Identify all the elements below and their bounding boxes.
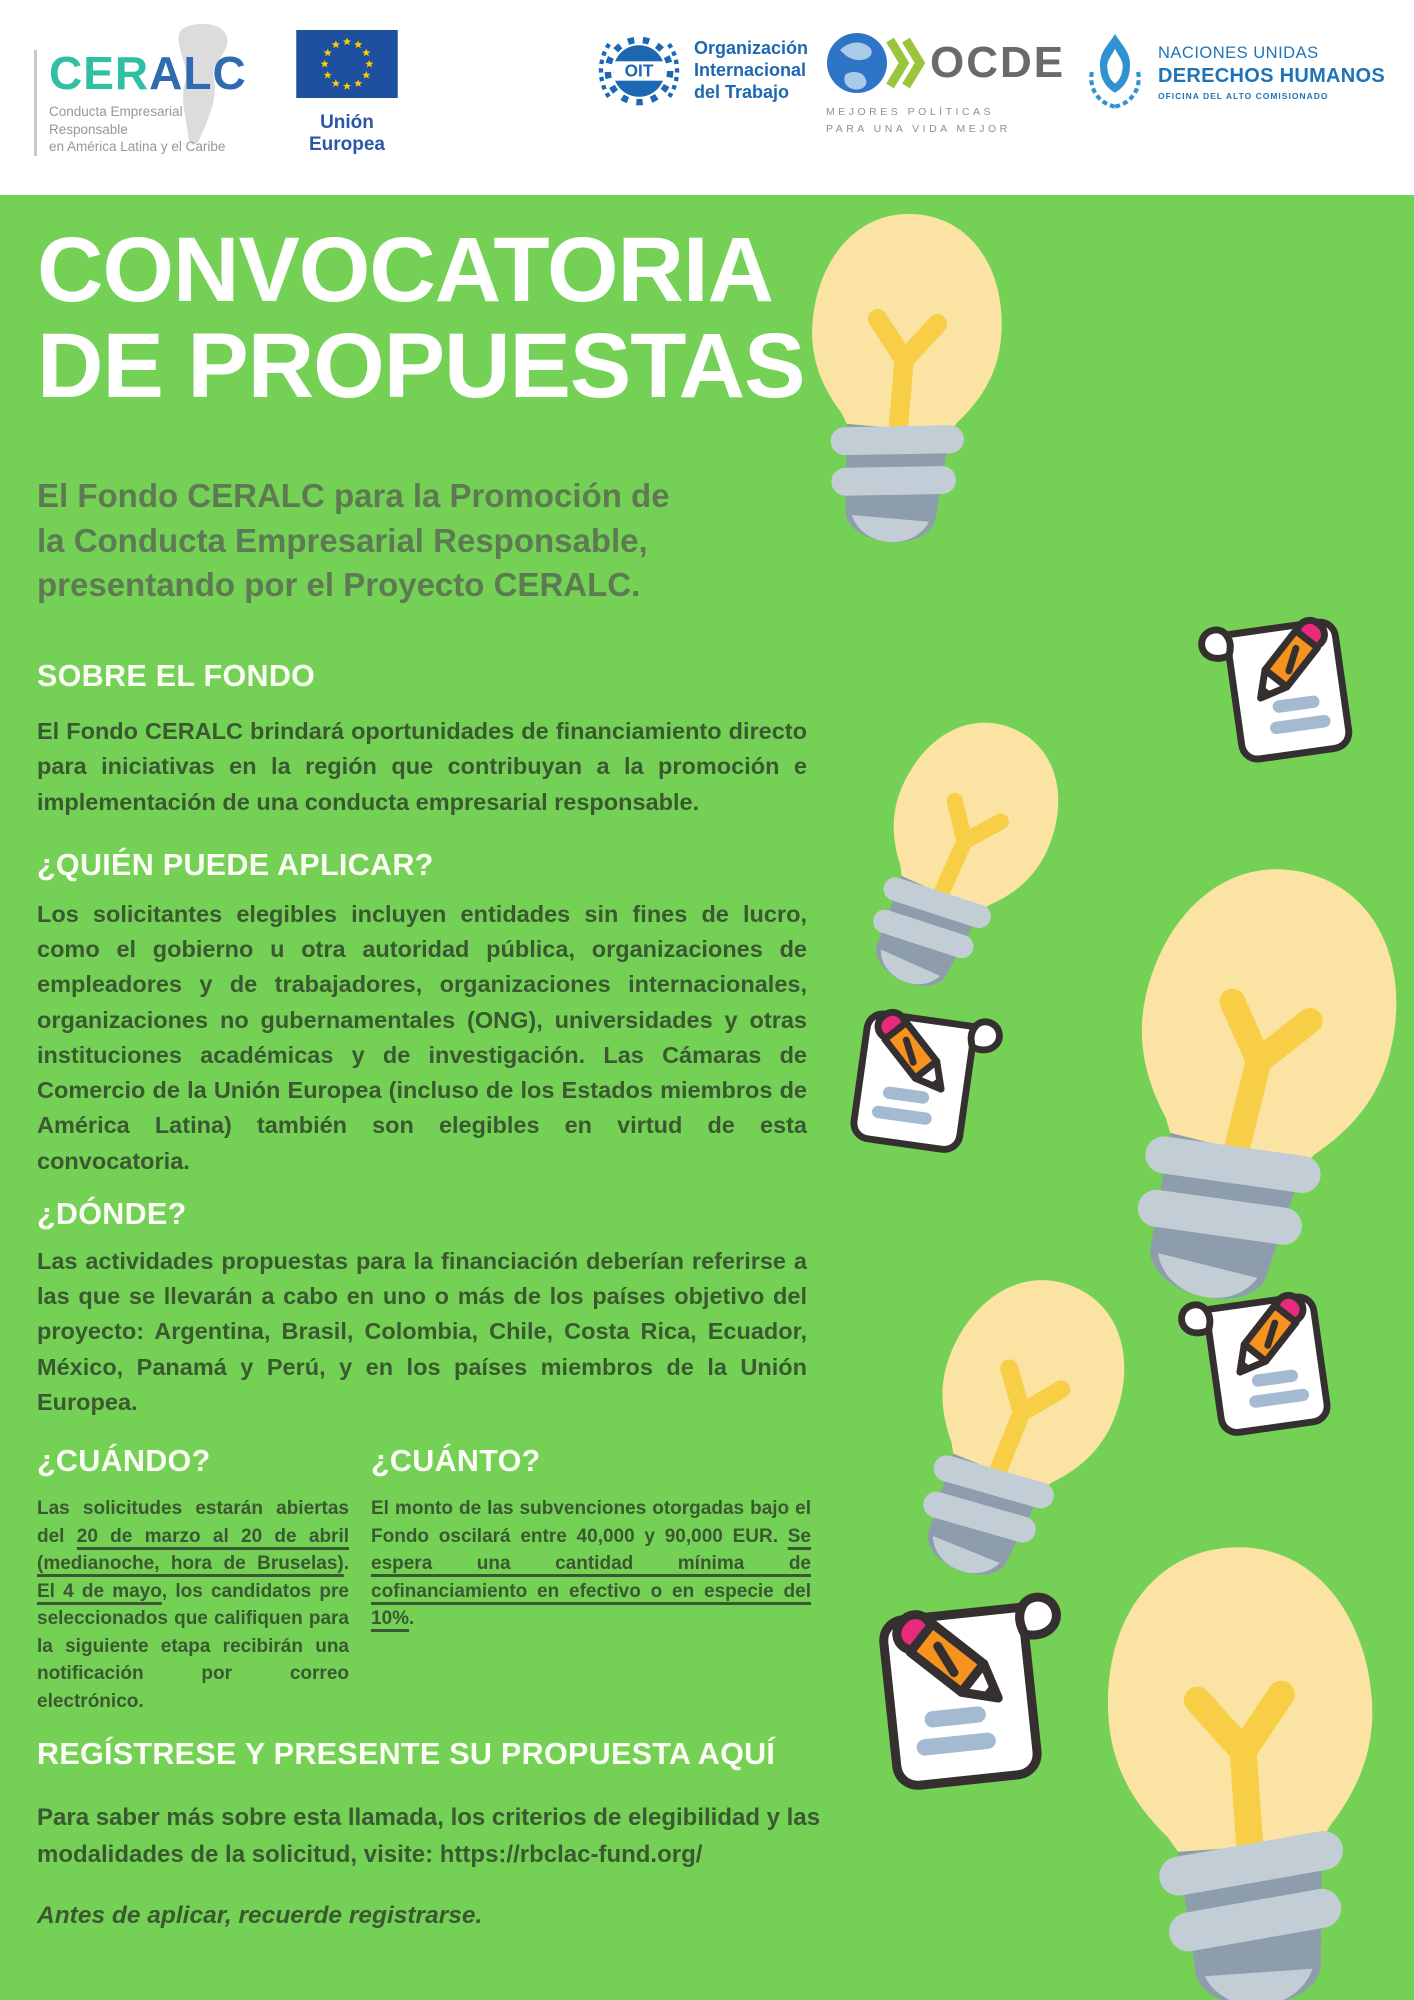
pencil-paper-illustration bbox=[828, 1007, 1006, 1185]
oit-logo bbox=[596, 28, 808, 114]
european-union-logo bbox=[292, 30, 402, 156]
ocde-tagline-line1: MEJORES POLÍTICAS bbox=[826, 106, 995, 118]
page-title-line2: DE PROPUESTAS bbox=[37, 314, 805, 417]
cuanto-cofinancing-underlined: Se espera una cantidad mínima de cofinanciamiento en efectivo o en especie del 10% bbox=[371, 1525, 811, 1630]
page-subtitle: El Fondo CERALC para la Promoción de la Conducta Empresarial Responsable, presentando por el Proyecto CERALC. bbox=[37, 477, 670, 603]
section-body-sobre-el-fondo: El Fondo CERALC brindará oportunidades de financiamiento directo para iniciativas en la región que contribuyan a la promoción e implementación de una conducta empresarial responsable. bbox=[37, 718, 807, 815]
cuando-deadline-underlined: (medianoche, hora de Bruselas) bbox=[37, 1553, 344, 1575]
section-heading-registrese: REGÍSTRESE Y PRESENTE SU PROPUESTA AQUÍ bbox=[37, 1737, 776, 1772]
ceralc-tagline-line1: Conducta Empresarial Responsable bbox=[49, 104, 183, 137]
oit-name-line3: del Trabajo bbox=[694, 81, 790, 102]
ocde-wordmark: OCDE bbox=[930, 38, 1066, 87]
column-cuando bbox=[37, 1444, 349, 1715]
ocde-globe-icon bbox=[826, 30, 926, 96]
ocde-tagline-line2: PARA UNA VIDA MEJOR bbox=[826, 122, 1011, 135]
column-cuanto bbox=[371, 1444, 811, 1715]
section-heading-cuando: ¿CUÁNDO? bbox=[37, 1444, 211, 1478]
oit-name-line2: Internacional bbox=[694, 60, 807, 81]
section-body-cuanto: El monto de las subvenciones otorgadas bajo el Fondo oscilará entre 40,000 y 90,000 EUR. Se espera una cantidad mínima de cofinanciamiento en efectivo o en especie del 10%. bbox=[371, 1498, 811, 1630]
ceralc-tagline-line2: en América Latina y el Caribe bbox=[49, 139, 226, 155]
cuanto-text: El monto de las subvenciones otorgadas bajo el Fondo oscilará entre 40,000 y 90,000 EUR. bbox=[371, 1498, 811, 1547]
oit-name-line1: Organización bbox=[694, 38, 809, 59]
cuando-notification-date-underlined: El 4 de mayo bbox=[37, 1580, 162, 1602]
oit-emblem-icon bbox=[596, 28, 682, 114]
footer-reminder-note: Antes de aplicar, recuerde registrarse. bbox=[37, 1902, 483, 1930]
poster-body bbox=[0, 195, 1414, 2000]
section-body-quien-puede-aplicar: Los solicitantes elegibles incluyen entidades sin fines de lucro, como el gobierno u otra autoridad pública, organizaciones de empleadores y de trabajadores, organizaciones internacionales, organizaciones no gubernamentales (ONG), universidades y otras instituciones académicas y de investigación. Las Cámaras de Comercio de la Unión Europea (incluso de los Estados miembros de América Latina) también son elegibles en virtud de esta convocatoria. bbox=[37, 900, 807, 1174]
footer-info-text: Para saber más sobre esta llamada, los criterios de elegibilidad y las modalidades de la solicitud, visite: https://rbclac-fund.org/ bbox=[37, 1804, 821, 1869]
page-title-line1: CONVOCATORIA bbox=[37, 219, 773, 321]
un-name-line1: NACIONES UNIDAS bbox=[1158, 43, 1319, 62]
ceralc-wordmark-cer: CER bbox=[49, 47, 150, 99]
un-human-rights-logo bbox=[1082, 24, 1385, 120]
section-body-cuando: Las solicitudes estarán abiertas del 20 de marzo al 20 de abril (medianoche, hora de Bruselas). El 4 de mayo, los candidatos pre seleccionados que califiquen para la siguiente etapa recibirán una notificación por correo electrónico. bbox=[37, 1498, 350, 1712]
when-how-much-columns bbox=[37, 1444, 811, 1715]
un-name-line3: OFICINA DEL ALTO COMISIONADO bbox=[1158, 90, 1329, 101]
section-heading-cuanto: ¿CUÁNTO? bbox=[371, 1444, 541, 1478]
un-name-line2: DERECHOS HUMANOS bbox=[1158, 64, 1386, 87]
svg-text:OIT: OIT bbox=[624, 60, 654, 81]
section-body-donde: Las actividades propuestas para la financiación deberían referirse a las que se llevarán a cabo en uno o más de los países objetivo del proyecto: Argentina, Brasil, Colombia, Chile, Costa Rica, Ecuador, México, Panamá y Perú, y en los países miembros de la Unión Europea. bbox=[37, 1247, 807, 1415]
page-title bbox=[37, 219, 850, 417]
section-heading-quien-puede-aplicar: ¿QUIÉN PUEDE APLICAR? bbox=[37, 847, 434, 882]
cuando-dates-underlined: 20 de marzo al 20 de abril bbox=[76, 1525, 350, 1547]
eu-flag-icon bbox=[296, 30, 398, 98]
ceralc-wordmark bbox=[49, 47, 264, 99]
section-heading-sobre-el-fondo: SOBRE EL FONDO bbox=[37, 659, 316, 693]
eu-label: Unión Europea bbox=[308, 112, 386, 155]
pencil-paper-illustration bbox=[1175, 1290, 1353, 1468]
un-flame-icon bbox=[1082, 24, 1148, 120]
partner-logos-header bbox=[0, 0, 1414, 195]
ceralc-logo bbox=[34, 26, 264, 166]
lightbulb-illustration bbox=[816, 686, 1099, 1026]
lightbulb-illustration bbox=[1078, 1525, 1411, 2000]
section-heading-donde: ¿DÓNDE? bbox=[37, 1196, 187, 1231]
ceralc-wordmark-alc: ALC bbox=[149, 47, 247, 99]
pencil-paper-illustration bbox=[827, 1572, 1112, 1857]
ocde-logo bbox=[826, 30, 1065, 138]
cuando-text: Las solicitudes estarán abiertas del bbox=[37, 1498, 349, 1547]
pencil-paper-illustration bbox=[1195, 615, 1375, 795]
lightbulb-illustration bbox=[1058, 827, 1414, 1344]
